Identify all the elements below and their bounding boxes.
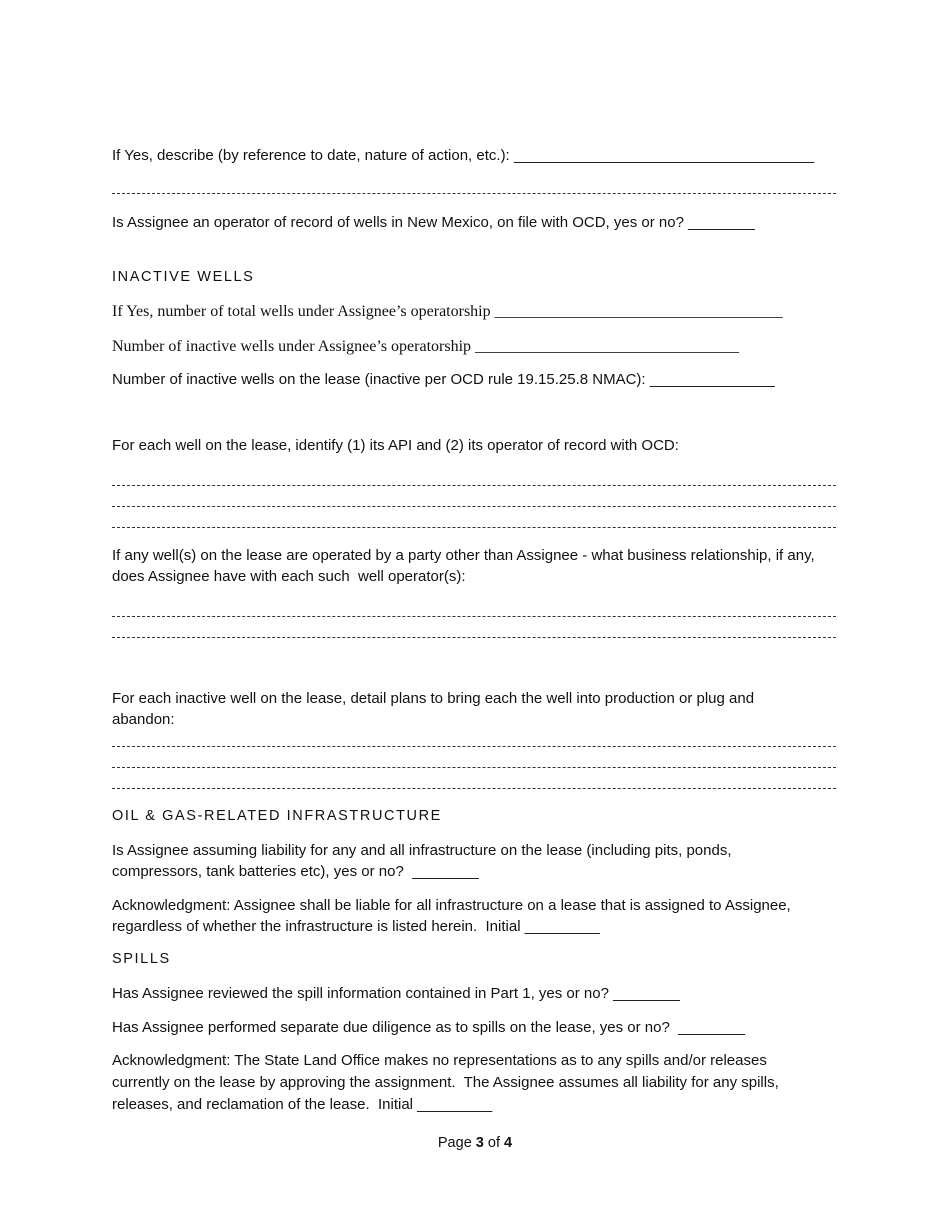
answer-line[interactable] [112,527,836,528]
q-spills-reviewed: Has Assignee reviewed the spill information contained in Part 1, yes or no? ________ [112,985,680,1002]
spills-ack-line-2: currently on the lease by approving the assignment. The Assignee assumes all liability for any spills, [112,1074,779,1091]
answer-line[interactable] [112,193,836,194]
q-identify-api: For each well on the lease, identify (1) its API and (2) its operator of record with OCD: [112,437,679,454]
q-if-yes-describe: If Yes, describe (by reference to date, nature of action, etc.): ____________________________________ [112,147,815,164]
answer-line[interactable] [112,746,836,747]
q-inactive-on-lease: Number of inactive wells on the lease (inactive per OCD rule 19.15.25.8 NMAC): _______________ [112,371,775,388]
spills-ack-line-1: Acknowledgment: The State Land Office makes no representations as to any spills and/or releases [112,1052,767,1069]
answer-line[interactable] [112,616,836,617]
page-footer [0,1133,950,1153]
q-spills-due-diligence: Has Assignee performed separate due diligence as to spills on the lease, yes or no? ________ [112,1019,745,1036]
infrastructure-ack-line-1: Acknowledgment: Assignee shall be liable for all infrastructure on a lease that is assigned to Assignee, [112,897,791,914]
current-page-number: 3 [475,1135,484,1151]
q-inactive-under-operatorship: Number of inactive wells under Assignee’s operatorship _________________________________ [112,338,740,355]
q-plans-line-1: For each inactive well on the lease, detail plans to bring each the well into production or plug and [112,690,755,707]
of-word: of [487,1135,500,1151]
q-total-wells: If Yes, number of total wells under Assignee’s operatorship ____________________________________ [112,303,783,320]
answer-line[interactable] [112,506,836,507]
page-word: Page [437,1135,472,1151]
q-operator-of-record: Is Assignee an operator of record of wells in New Mexico, on file with OCD, yes or no? ________ [112,214,755,231]
infrastructure-ack-line-2: regardless of whether the infrastructure is listed herein. Initial _________ [112,918,600,935]
spills-ack-line-3: releases, and reclamation of the lease. Initial _________ [112,1096,493,1113]
q-other-party-line-1: If any well(s) on the lease are operated by a party other than Assignee - what business relationship, if any, [112,547,815,564]
section-heading-inactive-wells: INACTIVE WELLS [112,269,255,285]
answer-line[interactable] [112,767,836,768]
answer-line[interactable] [112,637,836,638]
q-plans-line-2: abandon: [112,711,175,728]
q-infrastructure-liability-line-2: compressors, tank batteries etc), yes or no? ________ [112,863,479,880]
q-infrastructure-liability-line-1: Is Assignee assuming liability for any and all infrastructure on the lease (including pits, ponds, [112,842,732,859]
answer-line[interactable] [112,788,836,789]
answer-line[interactable] [112,485,836,486]
q-other-party-line-2: does Assignee have with each such well operator(s): [112,568,466,585]
section-heading-infrastructure: OIL & GAS-RELATED INFRASTRUCTURE [112,808,442,824]
total-page-count: 4 [504,1135,513,1151]
section-heading-spills: SPILLS [112,951,171,967]
